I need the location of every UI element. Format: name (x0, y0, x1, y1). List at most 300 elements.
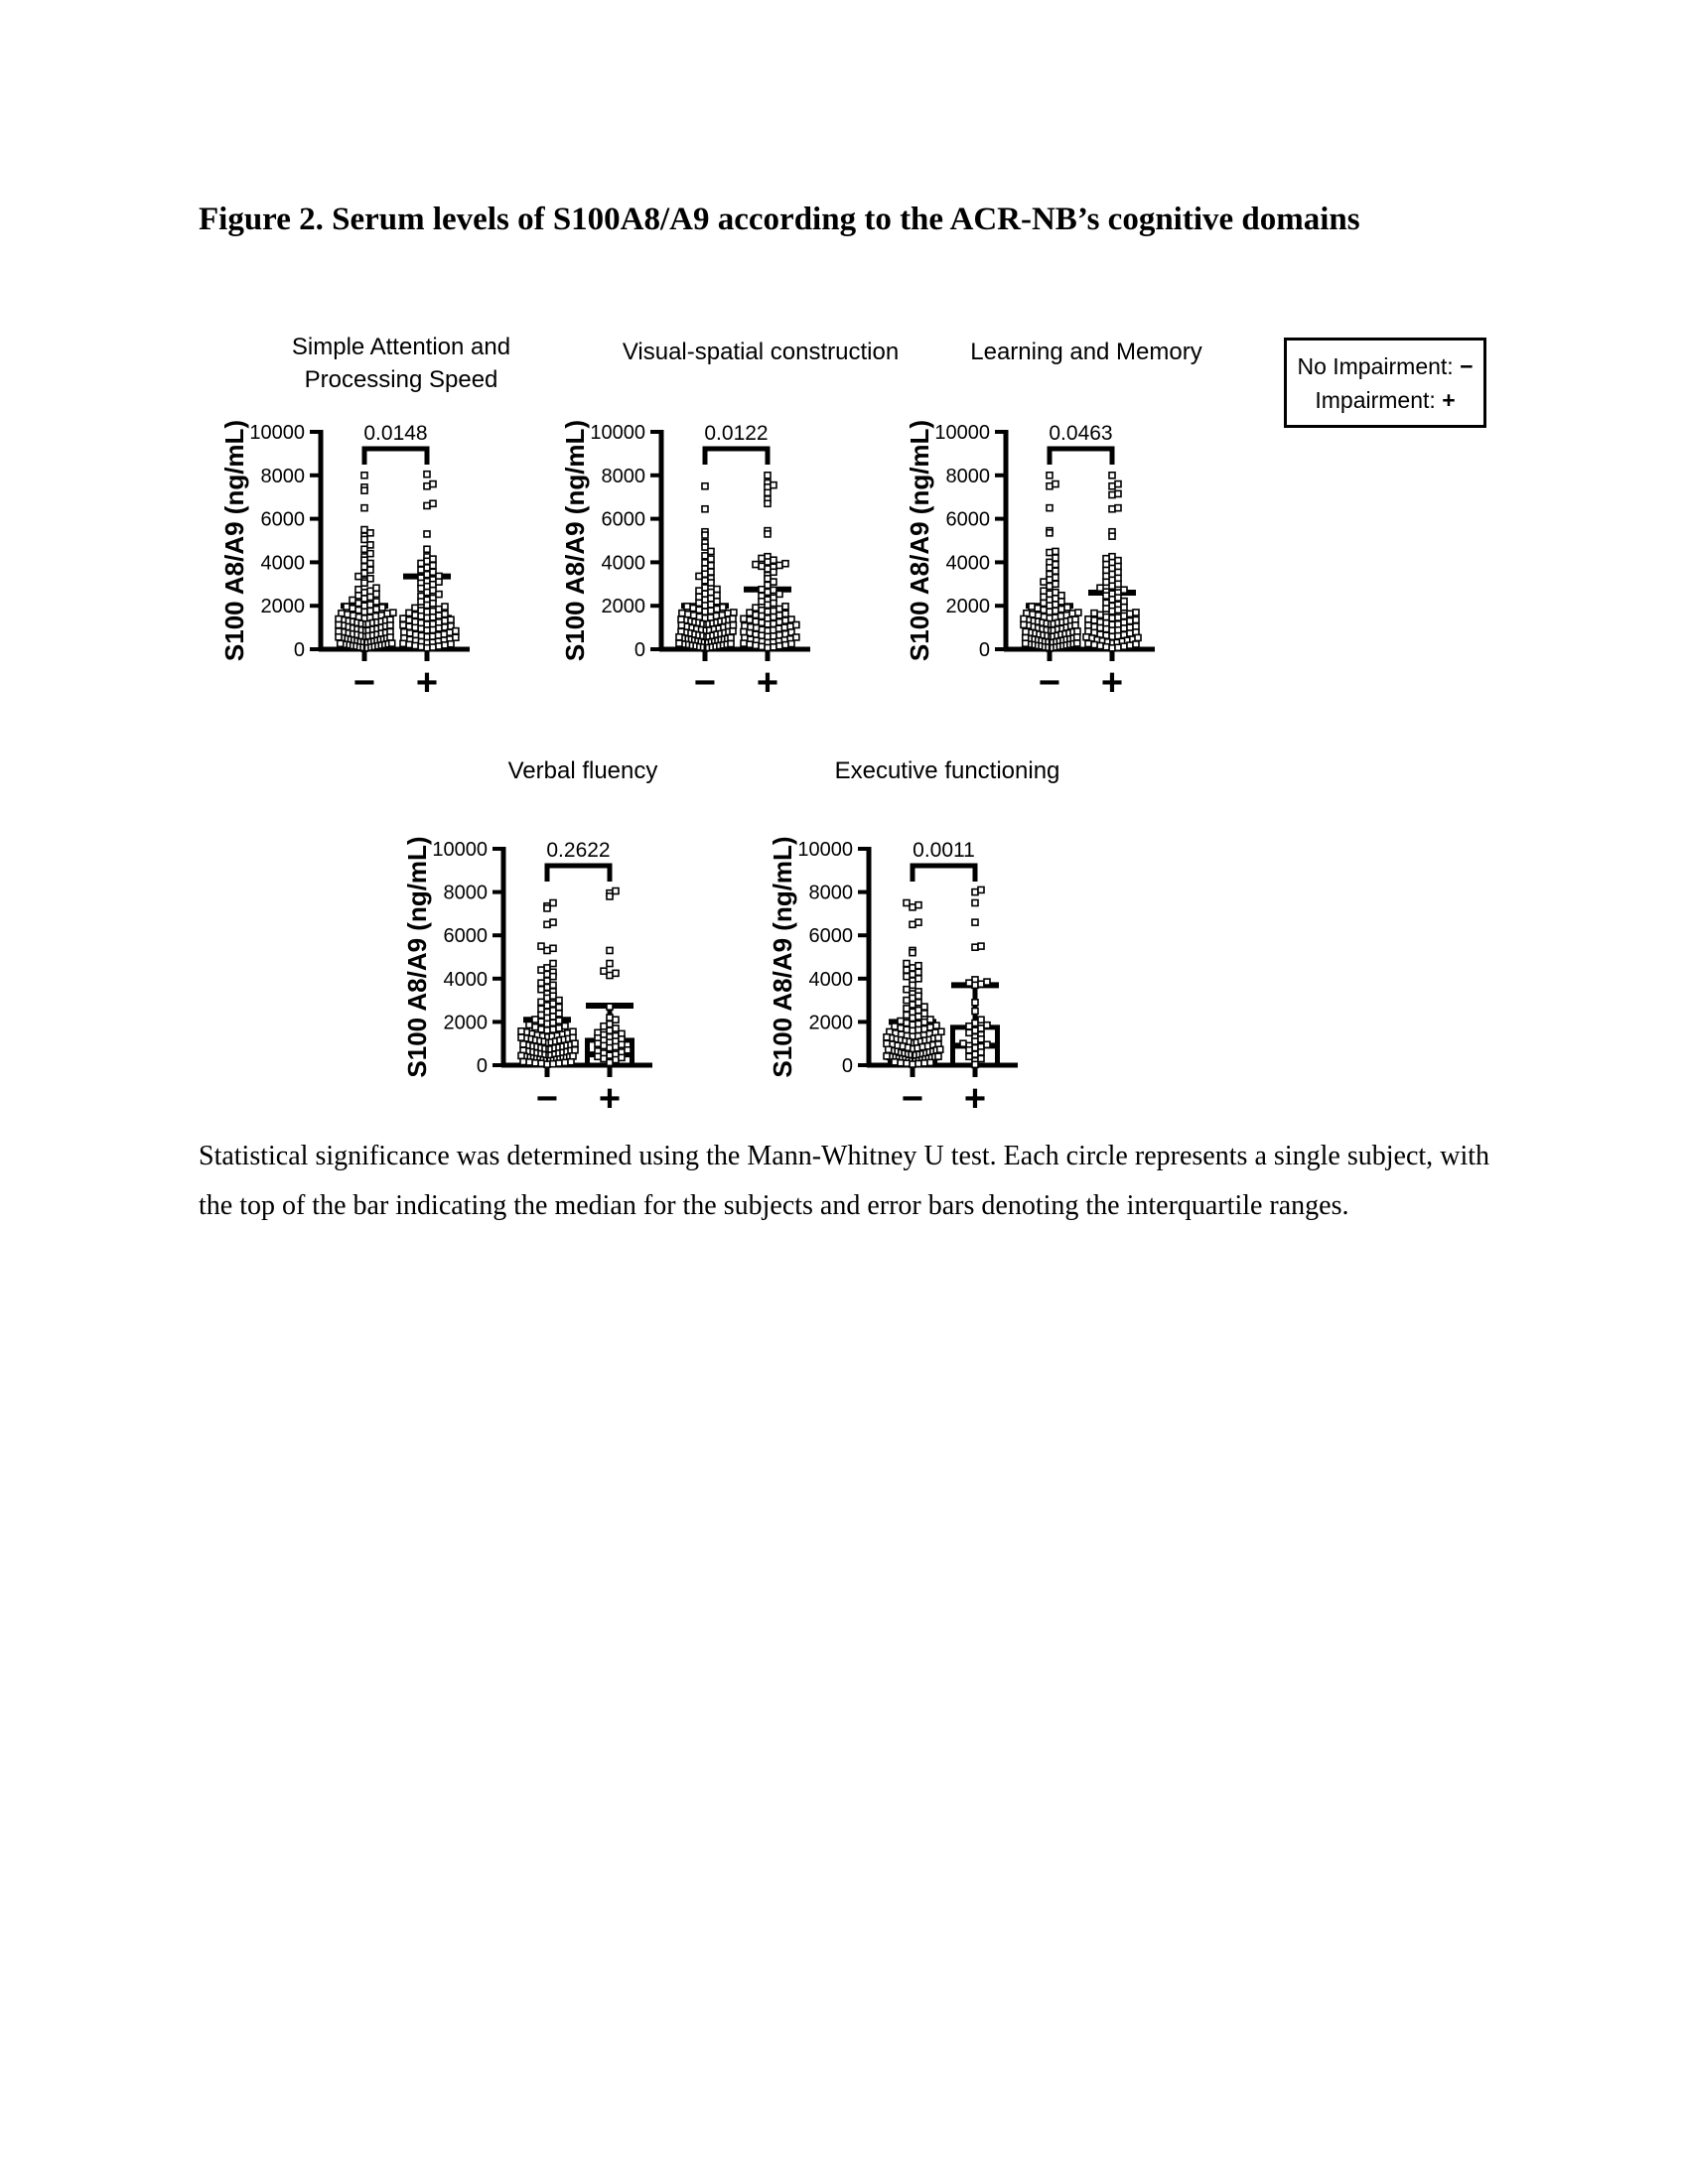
panel-simple-attention-processing-speed-points-minus (336, 473, 396, 651)
panel-verbal-fluency-group-plus (586, 888, 633, 1120)
data-point (367, 530, 373, 536)
data-point (972, 919, 978, 925)
data-point (978, 1055, 984, 1061)
data-point (595, 1040, 601, 1046)
data-point (915, 1021, 921, 1026)
y-tick-label: 2000 (945, 596, 990, 618)
data-point (765, 615, 771, 621)
data-point (765, 559, 771, 565)
y-tick-label: 6000 (808, 925, 853, 948)
data-point (424, 645, 430, 651)
data-point (373, 607, 379, 613)
data-point (765, 489, 771, 495)
data-point (776, 613, 782, 618)
panel-executive-functioning-group-minus (884, 900, 944, 1121)
data-point (1115, 558, 1121, 564)
data-point (418, 620, 424, 626)
data-point (730, 615, 736, 621)
panel-simple-attention-processing-speed-group-plus (400, 472, 459, 704)
data-point (915, 902, 921, 908)
panel-learning-and-memory-points-minus (1021, 473, 1081, 651)
data-point (532, 1024, 538, 1030)
data-point (1074, 634, 1080, 640)
data-point (904, 1012, 910, 1018)
data-point (401, 629, 407, 635)
data-point (406, 610, 412, 615)
data-point (613, 1057, 619, 1063)
data-point (436, 613, 442, 618)
data-point (915, 993, 921, 999)
y-axis-label: S100 A8/A9 (ng/mL) (560, 419, 590, 662)
data-point (886, 1046, 892, 1052)
legend-impairment-label: Impairment: (1315, 386, 1436, 413)
data-point (972, 1038, 978, 1044)
data-point (708, 556, 714, 562)
significance-bracket (913, 866, 975, 882)
data-point (1085, 622, 1091, 628)
data-point (741, 640, 747, 646)
data-point (910, 921, 915, 927)
legend-no-impairment-label: No Impairment: (1297, 352, 1454, 379)
data-point (978, 1025, 984, 1031)
data-point (442, 604, 448, 610)
y-tick-label: 10000 (934, 422, 990, 444)
data-point (1047, 565, 1053, 571)
data-point (550, 919, 556, 925)
y-tick-label: 10000 (797, 839, 853, 861)
data-point (910, 982, 915, 988)
figure-legend (1284, 338, 1486, 428)
data-point (544, 1003, 550, 1009)
data-point (1047, 505, 1053, 511)
data-point (601, 1042, 607, 1048)
data-point (344, 604, 350, 610)
data-point (765, 602, 771, 608)
data-point (336, 634, 342, 640)
y-tick-label: 4000 (260, 552, 305, 575)
data-point (1109, 506, 1115, 512)
data-point (424, 572, 430, 578)
data-point (771, 608, 776, 614)
figure-caption: Statistical significance was determined using the Mann-Whitney U test. Each circle represents a single subject, with the top of the bar indicating the median for the subjects and error bars denoting the interquartile ranges. (199, 1141, 1489, 1221)
p-value-label: 0.0122 (704, 422, 769, 445)
data-point (424, 558, 430, 564)
data-point (412, 642, 418, 648)
panel-visual-spatial-construction-group-plus (741, 473, 799, 704)
data-point (538, 1019, 544, 1024)
data-point (556, 1060, 562, 1066)
data-point (544, 971, 550, 977)
data-point (1085, 616, 1091, 622)
data-point (1058, 599, 1064, 605)
data-point (550, 945, 556, 951)
data-point (550, 1020, 556, 1025)
data-point (550, 982, 556, 988)
data-point (373, 599, 379, 605)
data-point (1075, 610, 1081, 615)
data-point (771, 579, 776, 585)
data-point (978, 943, 984, 949)
data-point (1053, 596, 1058, 602)
data-point (972, 944, 978, 950)
group-label-plus: + (963, 1078, 987, 1120)
data-point (336, 616, 342, 622)
data-point (1121, 605, 1127, 611)
data-point (355, 601, 361, 607)
data-point (771, 482, 776, 488)
y-axis-label: S100 A8/A9 (ng/mL) (905, 419, 934, 662)
data-point (550, 900, 556, 906)
data-point (915, 919, 921, 925)
data-point (568, 1059, 574, 1065)
data-point (1121, 587, 1127, 593)
data-point (424, 584, 430, 590)
data-point (892, 1059, 898, 1065)
data-point (714, 599, 720, 605)
data-point (1047, 583, 1053, 589)
data-point (1072, 622, 1078, 628)
data-point (367, 602, 373, 608)
data-point (1097, 612, 1103, 617)
data-point (1109, 566, 1115, 572)
data-point (1091, 611, 1097, 616)
panel-executive-functioning-points-minus (884, 900, 944, 1068)
data-point (544, 978, 550, 984)
y-tick-label: 0 (978, 639, 990, 661)
data-point (373, 585, 379, 591)
y-tick-label: 0 (293, 639, 305, 661)
data-point (972, 889, 978, 895)
data-point (771, 587, 776, 593)
figure-title: Figure 2. Serum levels of S100A8/A9 according to the ACR-NB’s cognitive domains (199, 202, 1360, 237)
data-point (367, 594, 373, 600)
y-tick-label: 8000 (808, 882, 853, 904)
data-point (400, 640, 406, 646)
data-point (1103, 614, 1109, 620)
data-point (910, 965, 915, 971)
data-point (361, 603, 367, 609)
data-point (904, 1060, 910, 1066)
data-point (361, 596, 367, 602)
data-point (753, 562, 759, 568)
data-point (355, 587, 361, 593)
data-point (387, 622, 393, 628)
data-point (915, 969, 921, 975)
data-point (532, 1017, 538, 1023)
data-point (453, 628, 459, 634)
data-point (747, 616, 753, 622)
group-label-minus: − (1038, 662, 1061, 704)
y-tick-label: 4000 (601, 552, 645, 575)
data-point (1064, 605, 1070, 611)
data-point (1115, 505, 1121, 511)
data-point (771, 569, 776, 575)
data-point (518, 1034, 524, 1040)
data-point (607, 1022, 613, 1027)
data-point (406, 617, 412, 623)
data-point (1053, 590, 1058, 596)
data-point (927, 1017, 933, 1023)
data-point (526, 1022, 532, 1027)
data-point (702, 532, 708, 538)
data-point (361, 580, 367, 586)
data-point (387, 634, 393, 640)
panel-verbal-fluency-points-minus (518, 900, 578, 1068)
data-point (753, 612, 759, 617)
significance-bracket (364, 449, 427, 465)
panel-title: Processing Speed (304, 366, 498, 393)
data-point (776, 562, 782, 568)
data-point (1121, 625, 1127, 631)
data-point (418, 560, 424, 566)
data-point (904, 998, 910, 1004)
data-point (972, 1000, 978, 1006)
data-point (1115, 607, 1121, 613)
data-point (771, 614, 776, 620)
y-tick-label: 2000 (601, 596, 645, 618)
data-point (373, 591, 379, 597)
panel-simple-attention-processing-speed (219, 334, 510, 704)
data-point (741, 628, 747, 634)
y-tick-label: 10000 (249, 422, 305, 444)
data-point (1115, 614, 1121, 620)
data-point (904, 961, 910, 967)
group-label-plus: + (598, 1078, 622, 1120)
data-point (390, 610, 396, 615)
panel-learning-and-memory-group-minus (1021, 473, 1081, 704)
data-point (367, 560, 373, 566)
data-point (910, 1022, 915, 1027)
data-point (550, 1061, 556, 1067)
data-point (336, 621, 342, 627)
data-point (544, 905, 550, 911)
data-point (984, 979, 990, 985)
y-tick-label: 0 (633, 639, 645, 661)
data-point (1109, 492, 1115, 498)
data-point (550, 961, 556, 967)
data-point (544, 921, 550, 927)
data-point (1103, 644, 1109, 650)
data-point (765, 609, 771, 614)
data-point (771, 644, 776, 650)
data-point (607, 947, 613, 953)
data-point (1109, 577, 1115, 583)
data-point (702, 585, 708, 591)
data-point (544, 965, 550, 971)
data-point (782, 642, 788, 648)
data-point (607, 893, 613, 899)
data-point (1133, 610, 1139, 615)
data-point (1109, 609, 1115, 614)
data-point (915, 963, 921, 969)
data-point (696, 573, 702, 579)
data-point (430, 644, 436, 650)
y-tick-label: 8000 (443, 882, 488, 904)
data-point (430, 569, 436, 575)
data-point (884, 1053, 890, 1059)
data-point (1091, 642, 1097, 648)
data-point (436, 625, 442, 631)
data-point (418, 614, 424, 619)
data-point (1109, 560, 1115, 566)
data-point (1115, 481, 1121, 487)
panel-title: Executive functioning (834, 757, 1060, 784)
data-point (1085, 640, 1091, 646)
data-point (424, 472, 430, 478)
data-point (966, 1029, 972, 1035)
data-point (424, 502, 430, 508)
data-point (1115, 581, 1121, 587)
data-point (442, 612, 448, 617)
data-point (424, 590, 430, 596)
data-point (562, 1024, 568, 1029)
data-point (708, 563, 714, 569)
data-point (730, 622, 736, 628)
data-point (430, 588, 436, 594)
panel-learning-and-memory (905, 339, 1202, 704)
data-point (1053, 548, 1058, 554)
data-point (904, 974, 910, 980)
data-point (1109, 571, 1115, 577)
data-point (1074, 628, 1080, 634)
group-label-minus: − (352, 662, 376, 704)
data-point (613, 970, 619, 976)
data-point (1109, 533, 1115, 539)
data-point (765, 589, 771, 595)
data-point (361, 564, 367, 570)
data-point (984, 1023, 990, 1028)
group-label-minus: − (693, 662, 717, 704)
data-point (1103, 568, 1109, 574)
data-point (430, 614, 436, 620)
data-point (759, 563, 765, 569)
data-point (412, 605, 418, 611)
data-point (361, 570, 367, 576)
data-point (915, 1060, 921, 1066)
y-tick-label: 10000 (590, 422, 645, 444)
data-point (1127, 642, 1133, 648)
data-point (1023, 628, 1029, 634)
data-point (1053, 602, 1058, 608)
data-point (1103, 573, 1109, 579)
data-point (1121, 613, 1127, 618)
data-point (676, 634, 682, 640)
y-tick-label: 2000 (443, 1012, 488, 1034)
data-point (544, 1021, 550, 1026)
p-value-label: 0.0148 (363, 422, 428, 445)
panel-verbal-fluency-group-minus (518, 900, 578, 1121)
data-point (910, 971, 915, 977)
data-point (915, 1008, 921, 1014)
data-point (1083, 634, 1089, 640)
data-point (613, 1025, 619, 1031)
data-point (1115, 569, 1121, 575)
data-point (935, 1034, 941, 1040)
data-point (1085, 628, 1091, 634)
data-point (544, 995, 550, 1001)
data-point (418, 567, 424, 573)
data-point (720, 605, 726, 611)
data-point (708, 569, 714, 575)
data-point (1103, 562, 1109, 568)
data-point (898, 1019, 904, 1024)
data-point (1109, 627, 1115, 633)
data-point (619, 1041, 625, 1047)
data-point (1047, 473, 1053, 478)
data-point (702, 544, 708, 550)
data-point (1127, 630, 1133, 636)
y-tick-label: 4000 (808, 968, 853, 991)
panel-simple-attention-processing-speed-points-plus (400, 472, 459, 651)
data-point (424, 621, 430, 627)
data-point (430, 481, 436, 487)
group-label-minus: − (535, 1078, 559, 1120)
data-point (915, 1000, 921, 1006)
data-point (430, 609, 436, 614)
data-point (424, 614, 430, 620)
data-point (613, 1017, 619, 1023)
data-point (400, 615, 406, 621)
data-point (430, 582, 436, 588)
data-point (1097, 619, 1103, 625)
data-point (972, 1051, 978, 1057)
data-point (678, 616, 684, 622)
y-tick-label: 8000 (945, 465, 990, 487)
data-point (1109, 615, 1115, 621)
data-point (1091, 617, 1097, 623)
data-point (765, 582, 771, 588)
panel-visual-spatial-construction-points-minus (676, 483, 737, 651)
data-point (1109, 597, 1115, 603)
data-point (1023, 640, 1029, 646)
data-point (972, 1009, 978, 1015)
data-point (765, 500, 771, 506)
data-point (759, 643, 765, 649)
data-point (1135, 634, 1141, 640)
data-point (1109, 554, 1115, 560)
data-point (400, 622, 406, 628)
data-point (367, 588, 373, 594)
data-point (765, 576, 771, 582)
panel-executive-functioning (768, 757, 1059, 1120)
data-point (1103, 593, 1109, 599)
data-point (684, 604, 690, 610)
data-point (966, 980, 972, 986)
data-point (984, 1041, 990, 1047)
data-point (678, 622, 684, 628)
y-tick-label: 2000 (808, 1012, 853, 1034)
data-point (793, 634, 799, 640)
data-point (742, 623, 748, 629)
y-tick-label: 2000 (260, 596, 305, 618)
data-point (1103, 626, 1109, 632)
y-tick-label: 6000 (945, 508, 990, 531)
data-point (607, 1059, 613, 1065)
data-point (544, 947, 550, 953)
data-point (747, 610, 753, 615)
data-point (361, 527, 367, 533)
data-point (518, 1028, 524, 1034)
y-tick-label: 8000 (260, 465, 305, 487)
data-point (679, 611, 685, 616)
data-point (1047, 530, 1053, 536)
data-point (556, 1005, 562, 1011)
data-point (904, 967, 910, 973)
data-point (448, 616, 454, 622)
y-tick-label: 10000 (432, 839, 488, 861)
data-point (418, 625, 424, 631)
data-point (355, 593, 361, 599)
